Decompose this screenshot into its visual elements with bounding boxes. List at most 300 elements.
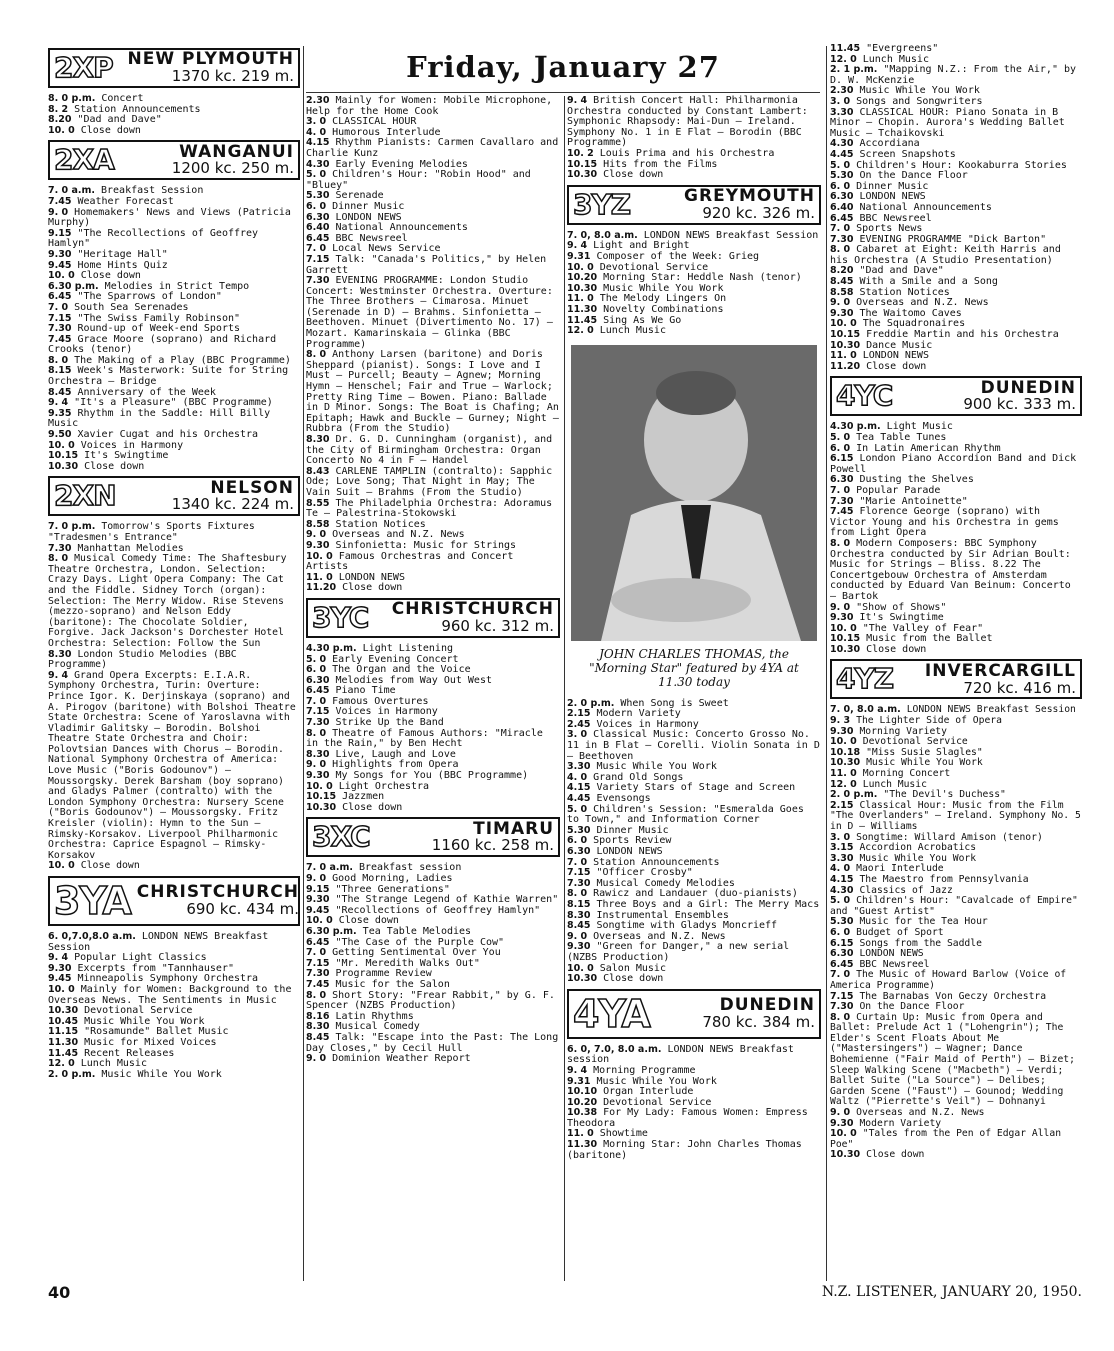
entry-time: 8. 2	[48, 103, 69, 115]
entry-time: 8. 0	[48, 553, 69, 565]
entry-programme: Close down	[342, 801, 403, 813]
schedule-entry	[48, 409, 300, 430]
entry-programme: Excerpts from "Tannhauser"	[77, 962, 234, 974]
entry-time: 4.45	[830, 148, 854, 160]
schedule-entry	[48, 366, 300, 387]
entry-time: 8.55	[306, 497, 330, 509]
entry-programme: Voices in Harmony	[335, 706, 438, 718]
entry-programme: Devotional Service	[862, 736, 968, 748]
schedule-entry	[567, 326, 821, 337]
schedule-entry	[48, 554, 300, 649]
entry-programme: Humorous Interlude	[332, 126, 441, 138]
entry-time: 5.30	[830, 916, 854, 928]
schedule-entry	[306, 991, 560, 1012]
schedule-entry	[567, 805, 821, 826]
entry-programme: Lunch Music	[862, 53, 929, 65]
entry-time: 9.31	[567, 1075, 591, 1087]
entry-programme: Songs from the Saddle	[859, 937, 982, 949]
entry-programme: Overseas and N.Z. News	[593, 930, 726, 942]
entry-time: 4.30 p.m.	[306, 642, 357, 654]
entry-time: 11.30	[567, 303, 598, 315]
entry-programme: Mainly for Women: Background to the Overseas News. The Sentiments in Music	[48, 983, 292, 1006]
entry-time: 7.30	[306, 968, 330, 980]
entry-time: 8.30	[567, 909, 591, 921]
entry-programme: Popular Light Classics	[74, 952, 207, 964]
entry-time: 8.30	[306, 748, 330, 760]
entry-time: 10.18	[830, 746, 861, 758]
entry-time: 7. 0	[306, 947, 327, 959]
entry-time: 2.15	[567, 708, 591, 720]
entry-time: 10. 2	[567, 147, 594, 159]
entry-time: 6. 0, 7.0, 8.0 a.m.	[567, 1043, 662, 1055]
station-callsign: 3YZ	[573, 187, 631, 221]
entry-time: 2.15	[830, 799, 854, 811]
entry-time: 9. 4	[567, 95, 588, 106]
entry-time: 7.45	[48, 195, 72, 207]
entry-programme: Devotional Service	[603, 1096, 712, 1108]
schedule-entry	[567, 1140, 821, 1161]
entry-programme: Music While You Work	[596, 1075, 717, 1087]
entry-time: 7.45	[48, 333, 72, 345]
entry-programme: The Maestro from Pennsylvania	[859, 873, 1029, 885]
entry-time: 10.15	[830, 329, 861, 341]
entry-programme: Devotional Service	[84, 1005, 193, 1017]
entry-time: 4. 0	[567, 771, 588, 783]
entry-programme: Melodies in Strict Tempo	[104, 280, 250, 292]
entry-time: 5.30	[830, 170, 854, 182]
schedule-entry	[567, 170, 821, 181]
schedule-entry	[306, 583, 560, 594]
entry-time: 9.30	[306, 894, 330, 906]
entry-programme: Three Boys and a Girl: The Merry Macs	[596, 898, 820, 910]
entry-programme: CLASSICAL HOUR: Piano Sonata in B Minor — Chopin. Aurora's Wedding Ballet Music — Tchaikovski	[830, 106, 1065, 139]
entry-programme: LONDON NEWS Breakfast Session	[906, 704, 1076, 716]
station-header	[567, 185, 821, 225]
entry-time: 3.15	[830, 842, 854, 854]
station-name: CHRISTCHURCH	[136, 882, 299, 903]
entry-time: 10.10	[567, 1086, 598, 1098]
entry-programme: When Song is Sweet	[620, 697, 729, 709]
station-block	[830, 44, 1082, 372]
entry-programme: Music While You Work	[603, 282, 724, 294]
entry-time: 4.30 p.m.	[830, 421, 881, 433]
entry-programme: Lunch Music	[862, 778, 927, 790]
entry-programme: The Barnabas Von Geczy Orchestra	[859, 990, 1047, 1002]
entry-time: 11. 0	[830, 768, 857, 780]
entry-time: 7.45	[830, 506, 854, 518]
station-block	[48, 140, 300, 472]
entry-time: 11.45	[48, 1047, 79, 1059]
entry-time: 6. 0	[830, 442, 851, 454]
entry-time: 9.30	[567, 941, 591, 953]
entry-programme: The Waitomo Caves	[859, 307, 962, 319]
entry-programme: Modern Composers: BBC Symphony Orchestra conducted by Sir Adrian Boult: Music for Strings — Bliss. 8.22 The Concertgebouw Orchestra of Amsterdam conducted by Eduard Van Beinum: Concerto — Bartok	[830, 537, 1071, 602]
entry-time: 10.30	[567, 169, 598, 181]
entry-programme: Station Announcements	[593, 856, 720, 868]
entry-programme: Maori Interlude	[856, 863, 944, 875]
entry-programme: Grand Opera Excerpts: E.I.A.R. Symphony Orchestra, Turin: Overture: Prince Igor. K. Derjinskaya (soprano) and A. Pirogov (baritone) with Bolshoi Theatre State Orchestra: Scene of Yaroslavna with Vladimir Galitsky — Borodin. Bolshoi Theatre State Orchestra and Choir: Polovtsian Dances with Chorus — Borodin. National Symphony Orchestra of America: Love Music ("Boris Godounov") — Moussorgsky. Derek Barsham (boy soprano) and Gladys Palmer (contralto) with the London Symphony Orchestra: Nursery Scene ("Boris Godounov") — Moussorgsky. Fritz Kreisler (violin): Hymn to the Sun — Rimsky-Korsakov. Liverpool Philharmonic Orchestra: Caprice Espagnol — Rimsky-Korsakov	[48, 669, 296, 861]
entry-programme: Morning Star: John Charles Thomas (baritone)	[567, 1139, 802, 1161]
entry-programme: EVENING PROGRAMME: London Studio Concert: Westminster Orchestra. Overture: The Three Brothers — Cimarosa. Minuet (Serenade in D) — Brahms. Sinfonietta — Beethoven. Minuet (Divertimento No. 17) — Mozart. Kamarinskaia — Glinka (BBC Programme)	[306, 275, 553, 350]
entry-time: 4.15	[830, 873, 854, 885]
entry-programme: "The Strange Legend of Kathie Warren"	[335, 894, 559, 906]
entry-programme: Songs and Songwriters	[856, 95, 983, 107]
entry-time: 6. 0	[567, 835, 588, 847]
entry-time: 3.30	[830, 852, 854, 864]
entry-programme: Light Listening	[362, 642, 453, 654]
entry-programme: Morning Variety	[859, 725, 947, 737]
entry-time: 12. 0	[567, 325, 594, 337]
entry-programme: Sing As We Go	[603, 314, 682, 326]
station-frequency: 920 kc. 326 m.	[702, 203, 815, 222]
entry-programme: Close down	[338, 915, 399, 927]
entry-time: 2.30	[306, 95, 330, 106]
entry-programme: My Songs for You (BBC Programme)	[335, 770, 529, 782]
entry-time: 6. 0,7.0,8.0 a.m.	[48, 931, 136, 942]
entry-time: 4.15	[306, 137, 330, 149]
station-block	[306, 817, 560, 1064]
entry-time: 8.43	[306, 465, 330, 477]
entry-programme: Close down	[84, 460, 145, 472]
entry-programme: Lunch Music	[599, 325, 666, 337]
entry-time: 8.15	[48, 365, 72, 377]
entry-time: 11.20	[306, 582, 337, 594]
entry-programme: Recent Releases	[84, 1047, 175, 1059]
entry-time: 8. 0	[567, 888, 588, 900]
entry-programme: National Announcements	[859, 201, 992, 213]
entry-programme: London Studio Melodies (BBC Programme)	[48, 648, 237, 671]
station-header	[830, 659, 1082, 699]
entry-time: 9. 4	[48, 669, 69, 681]
entry-time: 10. 0	[567, 962, 594, 974]
entry-programme: LONDON NEWS	[859, 948, 924, 960]
schedule-entry	[830, 1150, 1082, 1161]
entry-time: 9.50	[48, 429, 72, 441]
page-number: 40	[48, 1283, 71, 1302]
station-frequency: 690 kc. 434 m.	[186, 900, 299, 919]
entry-programme: "Miss Susie Slagles"	[866, 746, 983, 758]
entry-time: 4.30	[830, 884, 854, 896]
entry-time: 11.45	[830, 43, 861, 54]
entry-programme: CARLENE TAMPLIN (contralto): Sapphic Ode; Love Song; That Night in May; The Vain Suit — Brahms (From the Studio)	[306, 465, 553, 498]
entry-programme: Talk: "Escape into the Past: The Long Day Closes," by Cecil Hull	[306, 1031, 559, 1054]
entry-programme: Morning Programme	[593, 1064, 696, 1076]
entry-time: 6.30 p.m.	[48, 280, 99, 292]
entry-programme: Rawicz and Landauer (duo-pianists)	[593, 888, 798, 900]
entry-programme: South Sea Serenades	[74, 301, 189, 313]
entry-time: 12. 0	[48, 1058, 75, 1070]
entry-time: 8. 0	[306, 349, 327, 361]
entry-time: 7.30	[306, 717, 330, 729]
entry-time: 11.45	[567, 314, 598, 326]
entry-programme: On the Dance Floor	[859, 1001, 965, 1013]
entry-programme: Children's Hour: Kookaburra Stories	[856, 159, 1067, 171]
station-block	[567, 96, 821, 181]
entry-programme: Dusting the Shelves	[859, 474, 974, 486]
entry-programme: Modern Variety	[596, 708, 681, 720]
entry-time: 11. 0	[567, 293, 594, 305]
entry-time: 8. 0	[830, 1011, 851, 1023]
station-callsign: 4YC	[836, 379, 893, 413]
entry-time: 7. 0	[306, 243, 327, 255]
entry-programme: Early Evening Melodies	[335, 158, 468, 170]
entry-time: 9.35	[48, 407, 72, 419]
entry-time: 9.15	[48, 227, 72, 239]
entry-time: 9.30	[830, 612, 854, 624]
entry-programme: Close down	[80, 270, 141, 282]
entry-programme: "The Swiss Family Robinson"	[77, 312, 241, 324]
entry-time: 7. 0	[306, 695, 327, 707]
entry-programme: BBC Newsreel	[335, 232, 408, 244]
entry-time: 11.30	[48, 1036, 79, 1048]
entry-time: 10.30	[830, 339, 861, 351]
entry-programme: "Evergreens"	[866, 43, 939, 54]
entry-programme: British Concert Hall: Philharmonia Orchestra conducted by Constant Lambert: Symphonic Rhapsody: Mai-Dun — Ireland. Symphony No. 1 in E Flat — Borodin (BBC Programme)	[567, 95, 808, 149]
entry-time: 6.45	[306, 685, 330, 697]
entry-programme: "Rosamunde" Ballet Music	[84, 1026, 229, 1038]
station-frequency: 1200 kc. 250 m.	[171, 159, 294, 178]
entry-programme: Music for the Salon	[335, 978, 450, 990]
entry-programme: Louis Prima and his Orchestra	[599, 147, 775, 159]
schedule-entry	[48, 650, 300, 671]
schedule-entry	[567, 1108, 821, 1129]
entry-time: 7.15	[306, 957, 330, 969]
station-name: INVERCARGILL	[924, 660, 1076, 681]
entry-programme: Short Story: "Frear Rabbit," by G. F. Spencer (NZBS Production)	[306, 989, 555, 1012]
station-callsign: 3YA	[54, 879, 131, 923]
station-callsign: 3YC	[312, 600, 369, 634]
entry-time: 7. 0	[830, 484, 851, 496]
entry-programme: Children's Hour: "Robin Hood" and "Bluey"	[306, 169, 531, 191]
entry-programme: Talk: "Canada's Politics," by Helen Garrett	[306, 253, 547, 276]
entry-time: 6.45	[830, 212, 854, 224]
station-block	[306, 96, 560, 594]
entry-time: 11.15	[48, 1026, 79, 1038]
entry-programme: Dinner Music	[596, 824, 669, 836]
schedule-entry	[306, 803, 560, 814]
entry-time: 7.15	[306, 706, 330, 718]
entry-programme: The Philadelphia Orchestra: Adoramus Te — Palestrina-Stokowski	[306, 497, 553, 520]
entry-programme: Grace Moore (soprano) and Richard Crooks (tenor)	[48, 333, 277, 356]
entry-programme: LONDON NEWS	[338, 571, 405, 583]
entry-programme: Grand Old Songs	[593, 771, 684, 783]
entry-time: 8.45	[48, 386, 72, 398]
entry-time: 9.45	[306, 904, 330, 916]
entry-time: 8.45	[830, 276, 854, 288]
entry-programme: With a Smile and a Song	[859, 276, 998, 288]
entry-time: 12. 0	[830, 778, 857, 790]
schedule-entry	[830, 801, 1082, 833]
entry-time: 7. 0	[830, 223, 851, 235]
schedule-entry	[830, 245, 1082, 266]
entry-time: 4. 0	[306, 126, 327, 138]
photo-caption: JOHN CHARLES THOMAS, the "Morning Star" featured by 4YA at 11.30 today	[589, 646, 799, 689]
entry-time: 11. 0	[306, 571, 333, 583]
entry-time: 2.45	[567, 718, 591, 730]
entry-programme: Light Orchestra	[338, 780, 430, 792]
entry-time: 9. 4	[48, 952, 69, 964]
entry-programme: Rhythm Pianists: Carmen Cavallaro and Charlie Kunz	[306, 137, 559, 159]
entry-time: 8. 0	[306, 989, 327, 1001]
entry-programme: Station Notices	[859, 286, 950, 298]
entry-time: 3. 0	[567, 729, 588, 741]
entry-time: 10. 0	[48, 860, 75, 872]
entry-time: 7.30	[830, 233, 854, 245]
entry-time: 12. 0	[830, 53, 857, 65]
schedule-entry	[567, 942, 821, 963]
entry-time: 5. 0	[830, 432, 851, 443]
entry-programme: Melodies from Way Out West	[335, 674, 492, 686]
entry-time: 10.30	[830, 757, 861, 769]
entry-time: 10.30	[830, 643, 861, 655]
entry-programme: Close down	[866, 643, 927, 655]
station-callsign: 4YZ	[836, 662, 894, 696]
entry-time: 3. 0	[306, 116, 327, 128]
entry-time: 8.45	[567, 920, 591, 932]
station-frequency: 1160 kc. 258 m.	[431, 836, 554, 855]
entry-programme: Close down	[342, 582, 403, 594]
entry-programme: Famous Overtures	[332, 695, 429, 707]
entry-programme: BBC Newsreel	[859, 958, 930, 970]
entry-programme: "Dad and Dave"	[77, 114, 162, 126]
schedule-entry	[48, 1070, 300, 1081]
entry-programme: Breakfast session	[358, 862, 462, 874]
station-header	[306, 598, 560, 638]
column-1	[48, 44, 300, 1080]
entry-time: 7.30	[830, 495, 854, 507]
entry-programme: Cabaret at Eight: Keith Harris and his Orchestra (A Studio Presentation)	[830, 244, 1061, 266]
entry-programme: Close down	[80, 860, 140, 872]
entry-time: 7. 0 a.m.	[48, 185, 95, 197]
entry-programme: Jazzmen	[342, 791, 385, 803]
entry-programme: "The Recollections of Geoffrey Hamlyn"	[48, 227, 259, 250]
entry-programme: "The Case of the Purple Cow"	[335, 936, 505, 948]
entry-programme: Organ Interlude	[603, 1086, 694, 1098]
schedule-entry	[830, 454, 1082, 475]
entry-programme: Tea Table Melodies	[362, 925, 472, 937]
entry-programme: Evensongs	[596, 793, 651, 805]
station-frequency: 900 kc. 333 m.	[963, 395, 1076, 414]
entry-programme: "Show of Shows"	[856, 601, 947, 613]
entry-time: 3.30	[567, 761, 591, 773]
entry-programme: Overseas and N.Z. News	[856, 297, 989, 309]
entry-time: 6.30	[830, 191, 854, 203]
entry-programme: For My Lady: Famous Women: Empress Theodora	[567, 1107, 808, 1129]
entry-programme: Tomorrow's Sports Fixtures "Tradesmen's Entrance"	[48, 521, 255, 543]
schedule-entry	[830, 507, 1082, 539]
entry-programme: LONDON NEWS Breakfast Session	[643, 229, 819, 241]
entry-programme: It's Swingtime	[859, 612, 944, 624]
station-block	[567, 699, 821, 985]
schedule-entry	[830, 362, 1082, 373]
entry-time: 7. 0 a.m.	[306, 862, 353, 874]
schedule-entry	[306, 467, 560, 499]
portrait-image-icon	[571, 345, 817, 641]
entry-programme: Dominion Weather Report	[332, 1053, 471, 1065]
entry-programme: Light and Bright	[593, 240, 690, 252]
schedule-entry	[48, 985, 300, 1006]
schedule-entry	[48, 671, 300, 862]
entry-programme: Songtime with Gladys Moncrieff	[596, 920, 778, 932]
station-callsign: 4YA	[573, 991, 650, 1036]
entry-time: 10. 0	[48, 439, 75, 451]
entry-programme: Good Morning, Ladies	[332, 873, 453, 884]
entry-programme: Close down	[603, 169, 664, 181]
entry-time: 8.15	[567, 898, 591, 910]
entry-time: 9. 0	[830, 601, 851, 613]
station-name: CHRISTCHURCH	[391, 599, 554, 620]
entry-programme: Close down	[80, 124, 141, 136]
entry-time: 10.38	[567, 1107, 598, 1119]
entry-programme: BBC Newsreel	[859, 212, 932, 224]
column-4	[830, 44, 1082, 1161]
entry-programme: Instrumental Ensembles	[596, 909, 729, 921]
entry-programme: Breakfast Session	[100, 185, 204, 197]
entry-time: 7.30	[567, 877, 591, 889]
station-frequency: 1340 kc. 224 m.	[171, 495, 294, 514]
station-header	[48, 476, 300, 516]
entry-time: 10.15	[830, 633, 861, 645]
entry-programme: Music for the Tea Hour	[859, 916, 988, 928]
entry-time: 5. 0	[306, 653, 327, 665]
schedule-entry	[306, 276, 560, 350]
entry-time: 10.30	[48, 460, 79, 472]
entry-time: 6.40	[830, 201, 854, 213]
entry-time: 8.58	[306, 518, 330, 530]
entry-time: 7. 0	[830, 969, 851, 981]
station-header	[567, 989, 821, 1039]
station-header	[48, 140, 300, 180]
entry-programme: LONDON NEWS	[335, 211, 402, 223]
entry-time: 8. 0	[830, 537, 851, 549]
entry-time: 9. 4	[567, 240, 588, 252]
entry-programme: Sports Review	[593, 835, 672, 847]
entry-programme: Home Hints Quiz	[77, 259, 168, 271]
entry-programme: Budget of Sport	[856, 926, 944, 938]
entry-programme: In Latin American Rhythm	[856, 442, 1001, 454]
entry-time: 10.30	[567, 282, 598, 294]
entry-time: 11.30	[567, 1139, 598, 1151]
schedule-entry	[306, 552, 560, 573]
entry-programme: "Green for Danger," a new serial (NZBS Production)	[567, 941, 790, 963]
entry-programme: "Tales from the Pen of Edgar Allan Poe"	[830, 1128, 1062, 1150]
entry-programme: Classics of Jazz	[859, 884, 953, 896]
entry-time: 10.30	[306, 801, 337, 813]
entry-programme: Dinner Music	[332, 200, 405, 212]
entry-programme: Accordion Acrobatics	[859, 842, 977, 854]
entry-time: 2. 0 p.m.	[48, 1068, 96, 1080]
entry-programme: Freddie Martin and his Orchestra	[866, 329, 1059, 341]
entry-programme: Dr. G. D. Cunningham (organist), and the City of Birmingham Orchestra: Organ Concerto No 4 in F — Handel	[306, 434, 553, 467]
entry-programme: Famous Orchestras and Concert Artists	[306, 550, 514, 573]
entry-time: 5. 0	[567, 803, 588, 815]
entry-time: 6. 0	[830, 926, 851, 938]
entry-programme: The Organ and the Voice	[332, 664, 471, 676]
entry-time: 6.30	[567, 846, 591, 857]
entry-programme: Anniversary of the Week	[77, 386, 216, 398]
station-name: TIMARU	[473, 818, 554, 839]
entry-time: 10.30	[48, 1005, 79, 1017]
column-2	[306, 96, 560, 1065]
station-header	[48, 48, 300, 88]
entry-programme: Close down	[866, 360, 927, 372]
entry-time: 5.30	[306, 190, 330, 202]
station-name: DUNEDIN	[719, 994, 815, 1015]
entry-time: 10. 0	[830, 736, 857, 748]
entry-time: 4.15	[567, 782, 591, 794]
entry-time: 7. 0 p.m.	[48, 521, 96, 533]
entry-programme: Music While You Work	[84, 1015, 205, 1027]
